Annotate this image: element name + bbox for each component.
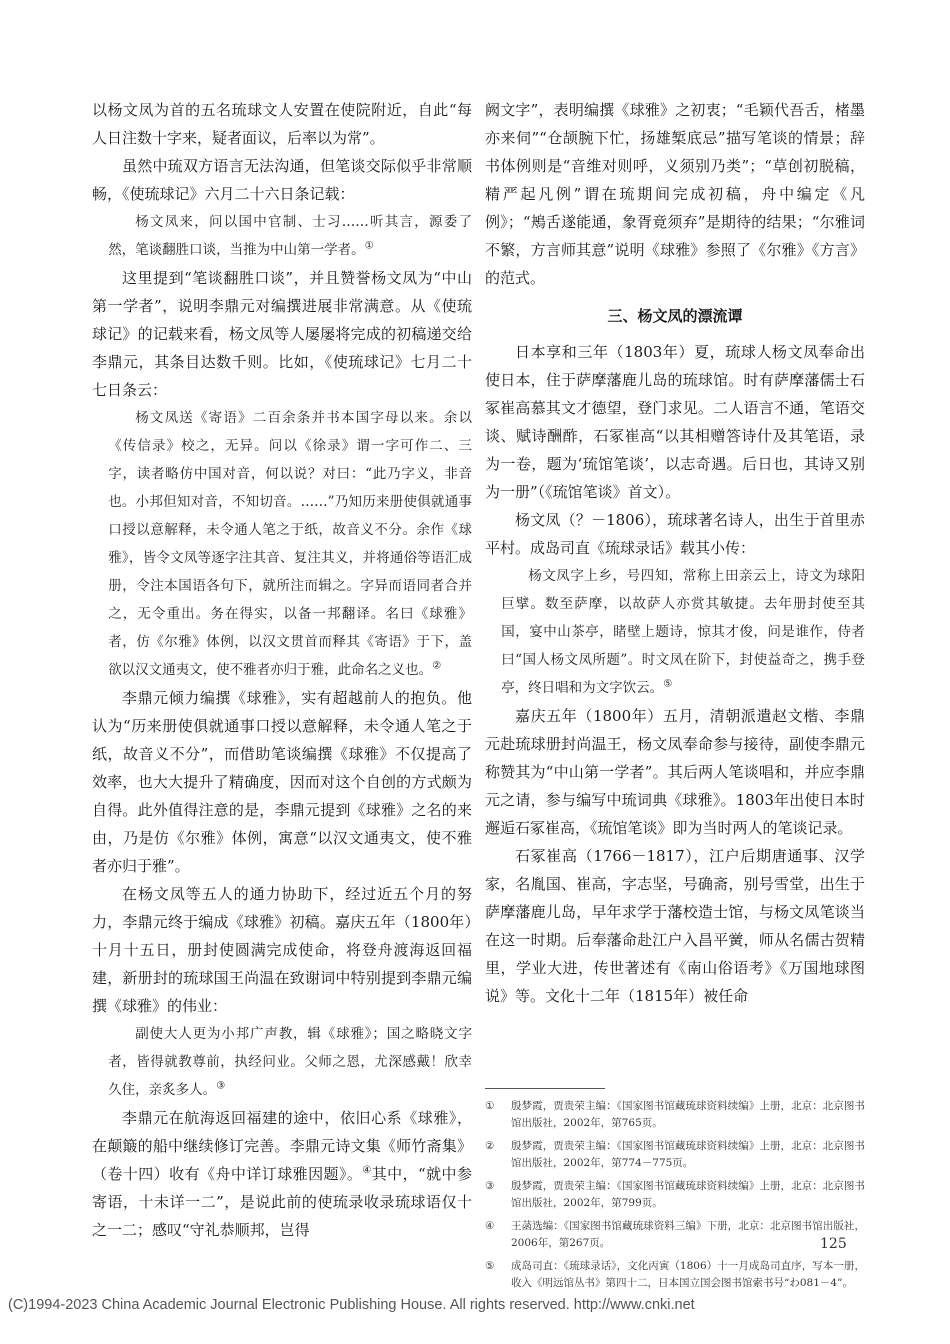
footnote-mark: ①	[485, 1100, 495, 1112]
block-quote: 杨文凤字上乡，号四知，常称上田亲云上，诗文为球阳巨擘。数至萨摩，以故萨人亦赏其敏捷。去年册封使至其国，宴中山茶亭，睹壁上题诗，惊其才俊，问是谁作，侍者曰“国人杨文凤所题”。时文凤在阶下，封使益奇之，携手登亭，终日唱和为文字饮云。⑤	[501, 568, 865, 696]
page-number: 125	[820, 1236, 847, 1252]
block-quote: 副使大人更为小邦广声教，辑《球雅》；国之略晓文字者，皆得就教尊前，执经问业。父师之恩，尤深感戴！欣幸久住，亲炙多人。③	[108, 1026, 472, 1098]
copyright-footer: (C)1994-2023 China Academic Journal Electronic Publishing House. All rights reserved. http://www.cnki.net	[8, 1297, 695, 1313]
footnote-ref[interactable]: ⑤	[663, 678, 673, 690]
footnote-ref[interactable]: ④	[362, 1165, 372, 1176]
footnote-text: 殷梦霞，贾贵荣主编：《国家图书馆藏琉球资料续编》上册，北京：北京图书馆出版社，2002年，第765页。	[511, 1100, 865, 1129]
paragraph: 日本享和三年（1803年）夏，琉球人杨文凤奉命出使日本，住于萨摩藩鹿儿岛的琉球馆。时有萨摩藩儒士石冢崔高慕其文才德望，登门求见。二人语言不通，笔语交谈、赋诗酬酢，石冢崔高“以其相赠答诗什及其笔语，录为一卷，题为‘琉馆笔谈’，以志奇遇。后日也，其诗又别为一册”（《琉馆笔谈》首文）。	[485, 343, 865, 501]
footnote-item	[485, 1138, 865, 1172]
footnote-item	[485, 1098, 865, 1132]
footnote-mark: ④	[485, 1220, 495, 1232]
footnote-mark: ③	[485, 1180, 495, 1192]
left-column	[92, 96, 472, 1244]
footnote-item	[485, 1218, 865, 1252]
footnote-mark: ⑤	[485, 1260, 495, 1272]
footnote-text: 殷梦霞，贾贵荣主编：《国家图书馆藏琉球资料续编》上册，北京：北京图书馆出版社，2002年，第774－775页。	[511, 1140, 865, 1169]
block-quote: 杨文凤送《寄语》二百余条并书本国字母以来。余以《传信录》校之，无异。问以《徐录》谓一字可作二、三字，读者略仿中国对音，何以说？对曰：“此乃字义，非音也。小邦但知对音，不知切音。……”乃知历来册使俱就通事口授以意解释，未令通人笔之于纸，故音义不分。余作《球雅》，皆令文凤等逐字注其音、复注其义，并将通俗等语汇成册，令注本国语各句下，就所注而辑之。字异而语同者合并之，无令重出。务在得实，以备一邦翻译。名曰《球雅》者，仿《尔雅》体例，以汉文贯首而释其《寄语》于下，盖欲以汉文通夷文，使不雅者亦归于雅，此命名之义也。②	[108, 410, 472, 678]
footnote-text: 成岛司直：《琉球录话》，文化丙寅（1806）十一月成岛司直序，写本一册，收入《明远馆丛书》第四十二，日本国立国会图书馆索书号“わ081－4”。	[511, 1260, 865, 1289]
paragraph: 以杨文凤为首的五名琉球文人安置在使院附近，自此“每人日注数十字来，疑者面议，后率以为常”。	[92, 101, 472, 147]
footnote-item	[485, 1258, 865, 1292]
paragraph: 嘉庆五年（1800年）五月，清朝派遣赵文楷、李鼎元赴琉球册封尚温王，杨文凤奉命参与接待，副使李鼎元称赞其为“中山第一学者”。其后两人笔谈唱和，并应李鼎元之请，参与编写中琉词典《球雅》。1803年出使日本时邂逅石冢崔高，《琉馆笔谈》即为当时两人的笔谈记录。	[485, 707, 865, 837]
right-column	[485, 96, 865, 1010]
paragraph: 阙文字”，表明编撰《球雅》之初衷；“毛颖代吾舌，楮墨亦来伺”“仓颉腕下忙，扬雄椠底忌”描写笔谈的情景；辞书体例则是“音维对则呼，义须别乃类”；“草创初脱稿，精严起凡例”谓在琉期间完成初稿，舟中编定《凡例》；“鴂舌遂能通，象胥竟须弃”是期待的结果；“尔雅词不繁，方言师其意”说明《球雅》参照了《尔雅》《方言》的范式。	[485, 101, 865, 287]
paragraph: 这里提到“笔谈翻胜口谈”，并且赞誉杨文凤为“中山第一学者”，说明李鼎元对编撰进展非常满意。从《使琉球记》的记载来看，杨文凤等人屡屡将完成的初稿递交给李鼎元，其条目达数千则。比如，《使琉球记》七月二十七日条云：	[92, 269, 472, 399]
paragraph: 虽然中琉双方语言无法沟通，但笔谈交际似乎非常顺畅，《使琉球记》六月二十六日条记载：	[92, 157, 472, 203]
paragraph: 李鼎元倾力编撰《球雅》，实有超越前人的抱负。他认为“历来册使俱就通事口授以意解释，未令通人笔之于纸，故音义不分”，而借助笔谈编撰《球雅》不仅提高了效率，也大大提升了精确度，因而对这个自创的方式颇为自得。此外值得注意的是，李鼎元提到《球雅》之名的来由，乃是仿《尔雅》体例，寓意“以汉文通夷文，使不雅者亦归于雅”。	[92, 689, 472, 875]
footnote-mark: ②	[485, 1140, 495, 1152]
section-heading: 三、杨文凤的漂流谭	[607, 307, 743, 325]
footnote-text: 王菡选编：《国家图书馆藏琉球资料三编》下册，北京：北京图书馆出版社，2006年，第267页。	[511, 1220, 865, 1249]
footnote-item	[485, 1178, 865, 1212]
footnote-divider	[485, 1088, 605, 1089]
block-quote: 杨文凤来，问以国中官制、士习……听其言，源委了然，笔谈翻胜口谈，当推为中山第一学者。①	[108, 214, 472, 258]
footnotes	[485, 1098, 865, 1298]
footnote-text: 殷梦霞，贾贵荣主编：《国家图书馆藏琉球资料续编》上册，北京：北京图书馆出版社，2002年，第799页。	[511, 1180, 865, 1209]
footnote-ref[interactable]: ②	[432, 660, 442, 672]
paragraph: 李鼎元在航海返回福建的途中，依旧心系《球雅》，在颠簸的船中继续修订完善。李鼎元诗文集《师竹斋集》（卷十四）收有《舟中详订球雅因题》。④其中，“就中参寄语，十未详一二”，是说此前的使琉录收录琉球语仅十之一二；感叹“守礼恭顺邦，岂得	[92, 1109, 472, 1239]
paragraph: 在杨文凤等五人的通力协助下，经过近五个月的努力，李鼎元终于编成《球雅》初稿。嘉庆五年（1800年）十月十五日，册封使圆满完成使命，将登舟渡海返回福建，新册封的琉球国王尚温在致谢词中特别提到李鼎元编撰《球雅》的伟业：	[92, 885, 472, 1015]
footnote-ref[interactable]: ①	[364, 240, 374, 252]
paragraph: 石冢崔高（1766－1817），江户后期唐通事、汉学家，名胤国、崔高，字志坚，号确斋，别号雪堂，出生于萨摩藩鹿儿岛，早年求学于藩校造士馆，与杨文凤笔谈当在这一时期。后奉藩命赴江户入昌平黉，师从名儒古贺精里，学业大进，传世著述有《南山俗语考》《万国地球图说》等。文化十二年（1815年）被任命	[485, 847, 865, 1005]
footnote-ref[interactable]: ③	[216, 1080, 226, 1092]
paragraph: 杨文凤（？－1806），琉球著名诗人，出生于首里赤平村。成岛司直《琉球录话》载其小传：	[485, 511, 865, 557]
